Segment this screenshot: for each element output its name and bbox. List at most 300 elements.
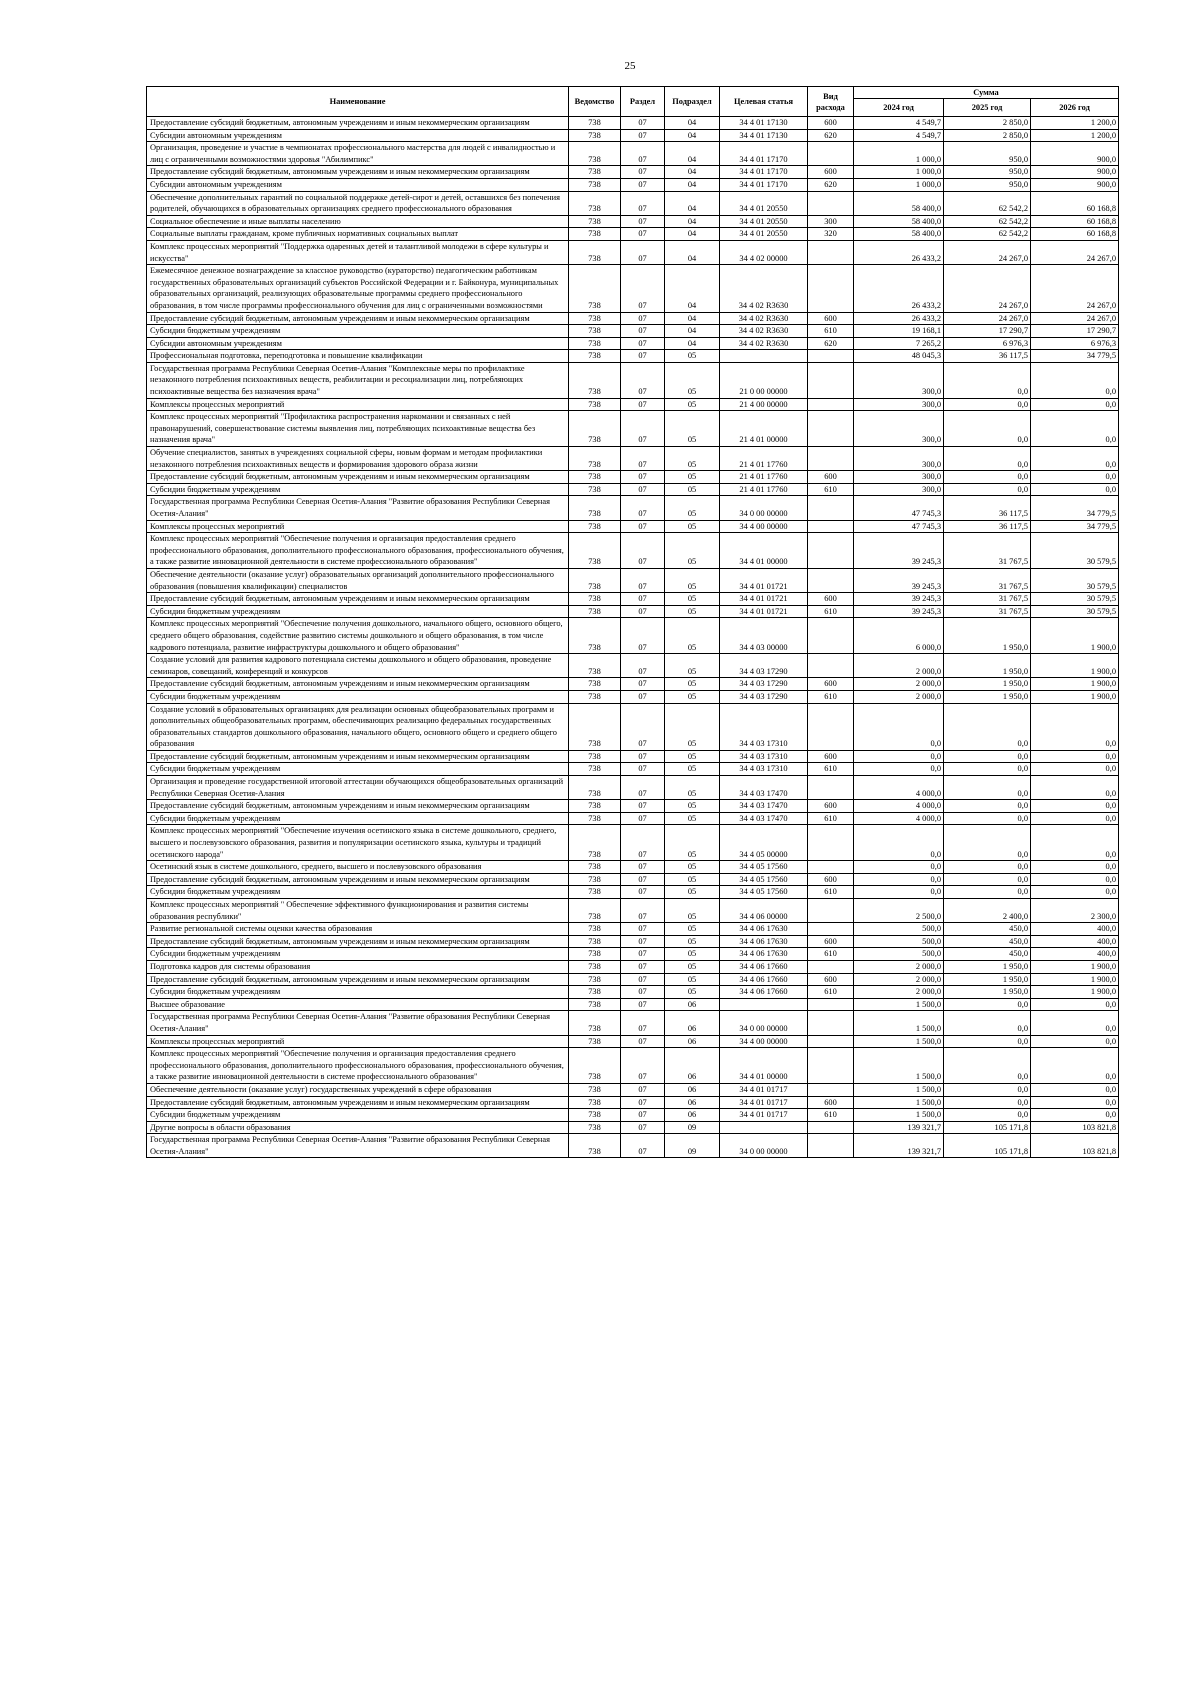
- row-celevaya-cell: 21 4 01 00000: [720, 411, 808, 447]
- row-razdel-cell: 07: [621, 618, 665, 654]
- row-celevaya-cell: 21 4 01 17760: [720, 447, 808, 471]
- row-sum-2024-cell: 47 745,3: [854, 520, 944, 533]
- row-sum-2026-cell: 60 168,8: [1031, 228, 1119, 241]
- row-sum-2026-cell: 1 200,0: [1031, 117, 1119, 130]
- table-row: [147, 568, 1119, 592]
- row-podrazdel-cell: 05: [665, 411, 720, 447]
- row-celevaya-cell: 34 4 01 20550: [720, 215, 808, 228]
- row-razdel-cell: 07: [621, 593, 665, 606]
- row-celevaya-cell: 34 4 01 01717: [720, 1083, 808, 1096]
- row-celevaya-cell: [720, 1121, 808, 1134]
- row-sum-2024-cell: 1 500,0: [854, 1011, 944, 1035]
- row-sum-2025-cell: 0,0: [944, 763, 1031, 776]
- row-vid-cell: [808, 923, 854, 936]
- row-vedomstvo-cell: 738: [569, 998, 621, 1011]
- row-vid-cell: [808, 533, 854, 569]
- row-sum-2024-cell: 300,0: [854, 411, 944, 447]
- row-podrazdel-cell: 05: [665, 960, 720, 973]
- row-celevaya-cell: 34 4 01 17130: [720, 117, 808, 130]
- row-sum-2025-cell: 2 400,0: [944, 899, 1031, 923]
- row-podrazdel-cell: 09: [665, 1134, 720, 1158]
- row-razdel-cell: 07: [621, 690, 665, 703]
- row-razdel-cell: 07: [621, 483, 665, 496]
- row-podrazdel-cell: 05: [665, 873, 720, 886]
- row-name-cell: Государственная программа Республики Северная Осетия-Алания "Комплексные меры по профилактике незаконного потребления психоактивных веществ, реабилитации и ресоциализации лиц, потребляющих психоактивные вещества без назначения врача": [147, 362, 569, 398]
- row-razdel-cell: 07: [621, 1083, 665, 1096]
- row-razdel-cell: 07: [621, 812, 665, 825]
- row-vedomstvo-cell: 738: [569, 1035, 621, 1048]
- header-year-2025: 2025 год: [944, 99, 1031, 117]
- row-sum-2025-cell: 1 950,0: [944, 986, 1031, 999]
- row-sum-2024-cell: 300,0: [854, 447, 944, 471]
- row-vid-cell: [808, 1035, 854, 1048]
- row-vid-cell: 610: [808, 690, 854, 703]
- row-name-cell: Субсидии бюджетным учреждениям: [147, 1109, 569, 1122]
- row-sum-2026-cell: 900,0: [1031, 142, 1119, 166]
- row-podrazdel-cell: 04: [665, 142, 720, 166]
- table-row: [147, 899, 1119, 923]
- row-sum-2025-cell: 31 767,5: [944, 593, 1031, 606]
- row-vid-cell: 300: [808, 215, 854, 228]
- row-sum-2025-cell: 450,0: [944, 948, 1031, 961]
- row-vid-cell: [808, 496, 854, 520]
- row-celevaya-cell: 34 4 06 17630: [720, 923, 808, 936]
- row-vid-cell: [808, 1011, 854, 1035]
- row-sum-2025-cell: 1 950,0: [944, 678, 1031, 691]
- row-razdel-cell: 07: [621, 166, 665, 179]
- row-sum-2025-cell: 1 950,0: [944, 973, 1031, 986]
- row-name-cell: Комплексы процессных мероприятий: [147, 398, 569, 411]
- row-sum-2026-cell: 34 779,5: [1031, 496, 1119, 520]
- row-celevaya-cell: 34 4 00 00000: [720, 1035, 808, 1048]
- table-row: [147, 873, 1119, 886]
- row-sum-2024-cell: 7 265,2: [854, 337, 944, 350]
- row-razdel-cell: 07: [621, 923, 665, 936]
- row-sum-2024-cell: 4 549,7: [854, 129, 944, 142]
- row-sum-2025-cell: 62 542,2: [944, 228, 1031, 241]
- row-vid-cell: [808, 240, 854, 264]
- row-podrazdel-cell: 05: [665, 605, 720, 618]
- row-razdel-cell: 07: [621, 678, 665, 691]
- row-sum-2024-cell: 1 500,0: [854, 1096, 944, 1109]
- row-celevaya-cell: 21 0 00 00000: [720, 362, 808, 398]
- row-name-cell: Комплекс процессных мероприятий "Поддержка одаренных детей и талантливой молодежи в сфере культуры и искусства": [147, 240, 569, 264]
- row-name-cell: Предоставление субсидий бюджетным, автономным учреждениям и иным некоммерческим организациям: [147, 873, 569, 886]
- row-sum-2026-cell: 0,0: [1031, 447, 1119, 471]
- row-celevaya-cell: 34 4 01 17170: [720, 142, 808, 166]
- row-sum-2025-cell: 0,0: [944, 1048, 1031, 1084]
- header-summa: Сумма: [854, 87, 1119, 99]
- row-sum-2024-cell: 4 549,7: [854, 117, 944, 130]
- row-razdel-cell: 07: [621, 1048, 665, 1084]
- row-sum-2026-cell: 1 200,0: [1031, 129, 1119, 142]
- row-vid-cell: 600: [808, 117, 854, 130]
- row-vedomstvo-cell: 738: [569, 605, 621, 618]
- table-row: [147, 690, 1119, 703]
- row-sum-2026-cell: 0,0: [1031, 800, 1119, 813]
- row-vedomstvo-cell: 738: [569, 496, 621, 520]
- row-sum-2024-cell: 2 000,0: [854, 973, 944, 986]
- row-sum-2024-cell: 2 000,0: [854, 654, 944, 678]
- row-name-cell: Предоставление субсидий бюджетным, автономным учреждениям и иным некоммерческим организациям: [147, 117, 569, 130]
- row-name-cell: Предоставление субсидий бюджетным, автономным учреждениям и иным некоммерческим организациям: [147, 935, 569, 948]
- row-sum-2026-cell: 1 900,0: [1031, 973, 1119, 986]
- row-name-cell: Субсидии бюджетным учреждениям: [147, 483, 569, 496]
- row-celevaya-cell: 21 4 00 00000: [720, 398, 808, 411]
- row-celevaya-cell: 34 4 03 17290: [720, 690, 808, 703]
- table-row: [147, 142, 1119, 166]
- row-name-cell: Предоставление субсидий бюджетным, автономным учреждениям и иным некоммерческим организациям: [147, 678, 569, 691]
- row-vid-cell: [808, 398, 854, 411]
- row-vid-cell: 610: [808, 812, 854, 825]
- row-sum-2025-cell: 0,0: [944, 1096, 1031, 1109]
- row-sum-2026-cell: 0,0: [1031, 886, 1119, 899]
- row-sum-2025-cell: 0,0: [944, 998, 1031, 1011]
- row-sum-2026-cell: 30 579,5: [1031, 568, 1119, 592]
- table-row: [147, 960, 1119, 973]
- row-sum-2026-cell: 17 290,7: [1031, 325, 1119, 338]
- row-sum-2024-cell: 4 000,0: [854, 776, 944, 800]
- row-vedomstvo-cell: 738: [569, 362, 621, 398]
- table-row: [147, 240, 1119, 264]
- row-podrazdel-cell: 05: [665, 776, 720, 800]
- row-name-cell: Субсидии бюджетным учреждениям: [147, 886, 569, 899]
- row-vid-cell: [808, 960, 854, 973]
- row-name-cell: Осетинский язык в системе дошкольного, среднего, высшего и послевузовского образования: [147, 861, 569, 874]
- row-razdel-cell: 07: [621, 411, 665, 447]
- row-sum-2025-cell: 31 767,5: [944, 533, 1031, 569]
- row-sum-2024-cell: 1 500,0: [854, 1083, 944, 1096]
- table-header: [147, 87, 1119, 117]
- row-podrazdel-cell: 05: [665, 483, 720, 496]
- header-vid-raskhoda: Вид расхода: [808, 87, 854, 117]
- row-name-cell: Предоставление субсидий бюджетным, автономным учреждениям и иным некоммерческим организациям: [147, 1096, 569, 1109]
- table-row: [147, 812, 1119, 825]
- row-vid-cell: 320: [808, 228, 854, 241]
- row-sum-2024-cell: 39 245,3: [854, 593, 944, 606]
- row-name-cell: Субсидии автономным учреждениям: [147, 129, 569, 142]
- row-razdel-cell: 07: [621, 447, 665, 471]
- row-vid-cell: [808, 1134, 854, 1158]
- row-name-cell: Субсидии бюджетным учреждениям: [147, 812, 569, 825]
- table-row: [147, 750, 1119, 763]
- row-sum-2026-cell: 6 976,3: [1031, 337, 1119, 350]
- row-podrazdel-cell: 05: [665, 825, 720, 861]
- row-sum-2026-cell: 400,0: [1031, 923, 1119, 936]
- row-celevaya-cell: 34 4 00 00000: [720, 520, 808, 533]
- row-podrazdel-cell: 05: [665, 973, 720, 986]
- row-name-cell: Субсидии автономным учреждениям: [147, 178, 569, 191]
- row-name-cell: Высшее образование: [147, 998, 569, 1011]
- row-sum-2024-cell: 2 500,0: [854, 899, 944, 923]
- table-row: [147, 923, 1119, 936]
- row-sum-2024-cell: 58 400,0: [854, 191, 944, 215]
- row-razdel-cell: 07: [621, 117, 665, 130]
- row-vid-cell: [808, 447, 854, 471]
- row-celevaya-cell: 34 0 00 00000: [720, 1011, 808, 1035]
- row-razdel-cell: 07: [621, 568, 665, 592]
- row-sum-2024-cell: 1 500,0: [854, 1109, 944, 1122]
- row-razdel-cell: 07: [621, 1109, 665, 1122]
- row-sum-2026-cell: 0,0: [1031, 1096, 1119, 1109]
- row-sum-2025-cell: 17 290,7: [944, 325, 1031, 338]
- row-sum-2024-cell: 26 433,2: [854, 265, 944, 312]
- table-row: [147, 533, 1119, 569]
- row-sum-2025-cell: 36 117,5: [944, 350, 1031, 363]
- row-celevaya-cell: 34 4 03 17310: [720, 750, 808, 763]
- row-podrazdel-cell: 05: [665, 800, 720, 813]
- row-sum-2026-cell: 1 900,0: [1031, 618, 1119, 654]
- table-row: [147, 948, 1119, 961]
- row-vid-cell: [808, 142, 854, 166]
- row-name-cell: Предоставление субсидий бюджетным, автономным учреждениям и иным некоммерческим организациям: [147, 166, 569, 179]
- row-podrazdel-cell: 04: [665, 337, 720, 350]
- row-sum-2024-cell: 0,0: [854, 825, 944, 861]
- row-podrazdel-cell: 05: [665, 533, 720, 569]
- row-vedomstvo-cell: 738: [569, 763, 621, 776]
- row-sum-2024-cell: 139 321,7: [854, 1121, 944, 1134]
- row-vid-cell: 610: [808, 483, 854, 496]
- row-sum-2026-cell: 0,0: [1031, 873, 1119, 886]
- row-sum-2025-cell: 0,0: [944, 750, 1031, 763]
- row-podrazdel-cell: 04: [665, 178, 720, 191]
- row-vid-cell: [808, 861, 854, 874]
- row-name-cell: Обеспечение деятельности (оказание услуг) образовательных организаций дополнительного профессионального образования (повышения квалификации) специалистов: [147, 568, 569, 592]
- table-row: [147, 763, 1119, 776]
- row-razdel-cell: 07: [621, 986, 665, 999]
- table-row: [147, 337, 1119, 350]
- row-razdel-cell: 07: [621, 973, 665, 986]
- row-sum-2024-cell: 0,0: [854, 703, 944, 750]
- row-name-cell: Комплекс процессных мероприятий "Профилактика распространения наркомании и связанных с ней правонарушений, совершенствование системы выявления лиц, потребляющих психоактивные вещества без назначения врача": [147, 411, 569, 447]
- row-vedomstvo-cell: 738: [569, 886, 621, 899]
- row-sum-2024-cell: 39 245,3: [854, 605, 944, 618]
- row-sum-2024-cell: 0,0: [854, 750, 944, 763]
- row-vid-cell: 600: [808, 312, 854, 325]
- row-razdel-cell: 07: [621, 228, 665, 241]
- row-sum-2025-cell: 105 171,8: [944, 1134, 1031, 1158]
- row-podrazdel-cell: 06: [665, 1096, 720, 1109]
- row-razdel-cell: 07: [621, 886, 665, 899]
- row-vid-cell: [808, 776, 854, 800]
- row-vedomstvo-cell: 738: [569, 1109, 621, 1122]
- row-name-cell: Обучение специалистов, занятых в учреждениях социальной сферы, новым формам и методам профилактики незаконного потребления психоактивных веществ и формирования здорового образа жизни: [147, 447, 569, 471]
- row-name-cell: Предоставление субсидий бюджетным, автономным учреждениям и иным некоммерческим организациям: [147, 973, 569, 986]
- row-celevaya-cell: [720, 998, 808, 1011]
- row-sum-2026-cell: 0,0: [1031, 750, 1119, 763]
- row-vedomstvo-cell: 738: [569, 654, 621, 678]
- row-razdel-cell: 07: [621, 948, 665, 961]
- row-sum-2026-cell: 0,0: [1031, 812, 1119, 825]
- row-name-cell: Комплекс процессных мероприятий "Обеспечение получения и организация предоставления среднего профессионального образования, дополнительного профессионального образования, профессионального обучения, а также развитие инновационной деятельности в системе профессионального образования": [147, 533, 569, 569]
- row-sum-2025-cell: 950,0: [944, 178, 1031, 191]
- table-row: [147, 166, 1119, 179]
- row-sum-2024-cell: 300,0: [854, 398, 944, 411]
- table-row: [147, 362, 1119, 398]
- row-vedomstvo-cell: 738: [569, 800, 621, 813]
- row-sum-2025-cell: 950,0: [944, 166, 1031, 179]
- row-vedomstvo-cell: 738: [569, 935, 621, 948]
- table-row: [147, 1083, 1119, 1096]
- row-celevaya-cell: 34 4 01 17170: [720, 178, 808, 191]
- row-celevaya-cell: 34 4 03 17470: [720, 812, 808, 825]
- row-sum-2025-cell: 0,0: [944, 800, 1031, 813]
- row-sum-2024-cell: 47 745,3: [854, 496, 944, 520]
- row-vid-cell: [808, 899, 854, 923]
- row-celevaya-cell: 34 4 01 00000: [720, 1048, 808, 1084]
- row-razdel-cell: 07: [621, 935, 665, 948]
- row-sum-2026-cell: 103 821,8: [1031, 1134, 1119, 1158]
- row-vedomstvo-cell: 738: [569, 1083, 621, 1096]
- row-vedomstvo-cell: 738: [569, 825, 621, 861]
- row-sum-2025-cell: 0,0: [944, 825, 1031, 861]
- row-vid-cell: 610: [808, 763, 854, 776]
- row-celevaya-cell: 34 4 01 01717: [720, 1096, 808, 1109]
- row-podrazdel-cell: 05: [665, 812, 720, 825]
- row-vid-cell: [808, 191, 854, 215]
- row-razdel-cell: 07: [621, 873, 665, 886]
- row-sum-2024-cell: 2 000,0: [854, 690, 944, 703]
- row-vedomstvo-cell: 738: [569, 240, 621, 264]
- row-sum-2026-cell: 0,0: [1031, 411, 1119, 447]
- table-row: [147, 1096, 1119, 1109]
- row-name-cell: Организация, проведение и участие в чемпионатах профессионального мастерства для людей с инвалидностью и лиц с ограниченными возможностями здоровья "Абилимпикс": [147, 142, 569, 166]
- row-celevaya-cell: 34 0 00 00000: [720, 496, 808, 520]
- row-vedomstvo-cell: 738: [569, 312, 621, 325]
- header-year-2026: 2026 год: [1031, 99, 1119, 117]
- table-row: [147, 825, 1119, 861]
- row-podrazdel-cell: 04: [665, 240, 720, 264]
- row-vid-cell: 620: [808, 337, 854, 350]
- row-podrazdel-cell: 05: [665, 703, 720, 750]
- row-vid-cell: 620: [808, 178, 854, 191]
- row-name-cell: Субсидии бюджетным учреждениям: [147, 986, 569, 999]
- row-sum-2024-cell: 1 500,0: [854, 1035, 944, 1048]
- row-vid-cell: [808, 350, 854, 363]
- table-row: [147, 618, 1119, 654]
- row-razdel-cell: 07: [621, 605, 665, 618]
- row-vedomstvo-cell: 738: [569, 1134, 621, 1158]
- row-podrazdel-cell: 04: [665, 215, 720, 228]
- table-row: [147, 1048, 1119, 1084]
- row-podrazdel-cell: 04: [665, 312, 720, 325]
- row-celevaya-cell: 34 4 01 17130: [720, 129, 808, 142]
- row-sum-2024-cell: 139 321,7: [854, 1134, 944, 1158]
- table-row: [147, 312, 1119, 325]
- row-sum-2024-cell: 39 245,3: [854, 568, 944, 592]
- row-sum-2025-cell: 31 767,5: [944, 568, 1031, 592]
- row-vedomstvo-cell: 738: [569, 117, 621, 130]
- row-razdel-cell: 07: [621, 998, 665, 1011]
- row-razdel-cell: 07: [621, 337, 665, 350]
- row-celevaya-cell: 34 0 00 00000: [720, 1134, 808, 1158]
- row-podrazdel-cell: 05: [665, 886, 720, 899]
- row-sum-2024-cell: 26 433,2: [854, 312, 944, 325]
- row-vedomstvo-cell: 738: [569, 228, 621, 241]
- row-sum-2026-cell: 30 579,5: [1031, 605, 1119, 618]
- table-row: [147, 998, 1119, 1011]
- row-sum-2026-cell: 0,0: [1031, 861, 1119, 874]
- row-celevaya-cell: 34 4 03 17470: [720, 800, 808, 813]
- row-name-cell: Обеспечение дополнительных гарантий по социальной поддержке детей-сирот и детей, оставшихся без попечения родителей, обучающихся в образовательных организациях среднего профессионального образования: [147, 191, 569, 215]
- table-row: [147, 861, 1119, 874]
- table-row: [147, 129, 1119, 142]
- row-sum-2024-cell: 4 000,0: [854, 812, 944, 825]
- table-row: [147, 703, 1119, 750]
- row-podrazdel-cell: 04: [665, 191, 720, 215]
- row-sum-2026-cell: 0,0: [1031, 398, 1119, 411]
- row-podrazdel-cell: 06: [665, 998, 720, 1011]
- row-podrazdel-cell: 06: [665, 1083, 720, 1096]
- row-celevaya-cell: 21 4 01 17760: [720, 483, 808, 496]
- row-vedomstvo-cell: 738: [569, 973, 621, 986]
- row-razdel-cell: 07: [621, 825, 665, 861]
- row-razdel-cell: 07: [621, 178, 665, 191]
- row-razdel-cell: 07: [621, 520, 665, 533]
- row-sum-2026-cell: 24 267,0: [1031, 265, 1119, 312]
- row-celevaya-cell: 34 4 01 01721: [720, 568, 808, 592]
- row-razdel-cell: 07: [621, 350, 665, 363]
- row-vedomstvo-cell: 738: [569, 861, 621, 874]
- row-sum-2024-cell: 39 245,3: [854, 533, 944, 569]
- row-sum-2025-cell: 0,0: [944, 483, 1031, 496]
- row-sum-2025-cell: 0,0: [944, 861, 1031, 874]
- row-vid-cell: [808, 998, 854, 1011]
- row-podrazdel-cell: 05: [665, 447, 720, 471]
- row-vid-cell: [808, 825, 854, 861]
- table-row: [147, 398, 1119, 411]
- row-vedomstvo-cell: 738: [569, 142, 621, 166]
- table-row: [147, 1011, 1119, 1035]
- row-sum-2025-cell: 450,0: [944, 923, 1031, 936]
- row-vid-cell: 610: [808, 886, 854, 899]
- row-podrazdel-cell: 05: [665, 520, 720, 533]
- row-razdel-cell: 07: [621, 240, 665, 264]
- row-name-cell: Субсидии бюджетным учреждениям: [147, 690, 569, 703]
- row-sum-2024-cell: 48 045,3: [854, 350, 944, 363]
- row-name-cell: Субсидии бюджетным учреждениям: [147, 948, 569, 961]
- table-row: [147, 886, 1119, 899]
- row-sum-2026-cell: 400,0: [1031, 935, 1119, 948]
- row-razdel-cell: 07: [621, 325, 665, 338]
- row-name-cell: Субсидии бюджетным учреждениям: [147, 325, 569, 338]
- row-sum-2026-cell: 24 267,0: [1031, 312, 1119, 325]
- row-razdel-cell: 07: [621, 312, 665, 325]
- row-sum-2025-cell: 0,0: [944, 1083, 1031, 1096]
- row-podrazdel-cell: 05: [665, 763, 720, 776]
- row-sum-2025-cell: 36 117,5: [944, 520, 1031, 533]
- row-vid-cell: [808, 265, 854, 312]
- row-sum-2024-cell: 500,0: [854, 923, 944, 936]
- row-sum-2024-cell: 1 000,0: [854, 166, 944, 179]
- row-name-cell: Развитие региональной системы оценки качества образования: [147, 923, 569, 936]
- row-sum-2024-cell: 1 000,0: [854, 178, 944, 191]
- row-celevaya-cell: 34 4 03 17290: [720, 678, 808, 691]
- row-vid-cell: [808, 1083, 854, 1096]
- header-celevaya-statya: Целевая статья: [720, 87, 808, 117]
- row-sum-2026-cell: 0,0: [1031, 471, 1119, 484]
- row-name-cell: Создание условий для развития кадрового потенциала системы дошкольного и общего образования, проведение семинаров, совещаний, конференций и конкурсов: [147, 654, 569, 678]
- row-vedomstvo-cell: 738: [569, 191, 621, 215]
- row-sum-2025-cell: 6 976,3: [944, 337, 1031, 350]
- row-razdel-cell: 07: [621, 654, 665, 678]
- row-vid-cell: 600: [808, 873, 854, 886]
- row-vid-cell: 610: [808, 605, 854, 618]
- row-podrazdel-cell: 05: [665, 618, 720, 654]
- row-vedomstvo-cell: 738: [569, 337, 621, 350]
- row-sum-2026-cell: 34 779,5: [1031, 350, 1119, 363]
- row-vid-cell: 600: [808, 166, 854, 179]
